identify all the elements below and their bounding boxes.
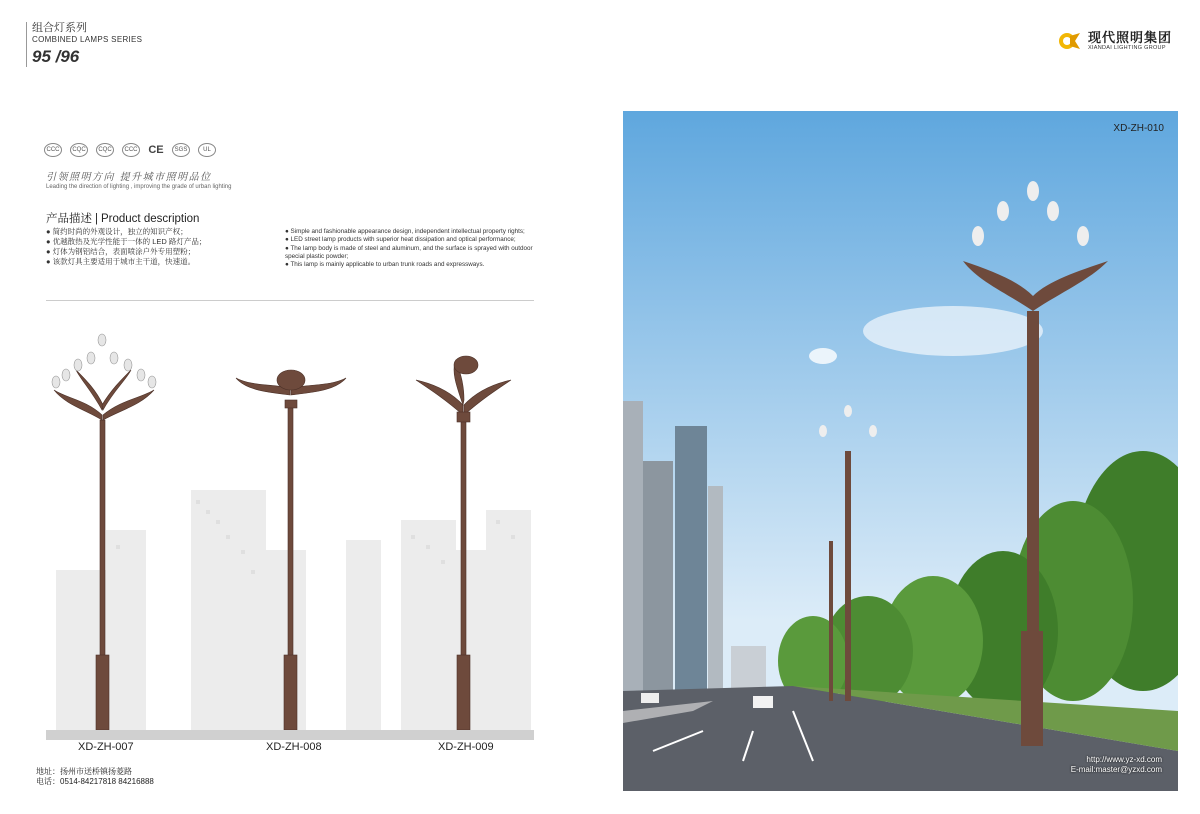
brand-name-cn: 现代照明集团 [1087, 29, 1172, 45]
model-label-009: XD-ZH-009 [438, 741, 494, 753]
street-scene-image [623, 111, 1178, 791]
desc-point-cn: ● 灯体为钢铝结合，表面喷涂户外专用塑粉； [46, 247, 196, 256]
ccc-cert-icon: CCC [44, 143, 62, 157]
slogan-en: Leading the direction of lighting , improving the grade of urban lighting [46, 184, 232, 190]
photo-contact [1071, 755, 1162, 775]
lamp-illustrations [46, 320, 534, 740]
contact-info [36, 767, 154, 787]
ul-cert-icon: UL [198, 143, 216, 157]
series-title-cn: 组合灯系列 [32, 22, 87, 34]
brand-name-en: XIANDAI LIGHTING GROUP [1087, 44, 1166, 51]
phone-line: 电话：0514-84217818 84216888 [36, 777, 154, 786]
cqc-cert-icon: CQC [70, 143, 88, 157]
website-link[interactable]: http://www.yz-xd.com [1086, 755, 1162, 764]
model-label-008: XD-ZH-008 [266, 741, 322, 753]
desc-point-en: ● Simple and fashionable appearance design, independent intellectual property rights; [285, 228, 525, 235]
brand [1056, 30, 1172, 52]
divider [46, 300, 534, 301]
slogan-cn: 引领照明方向 提升城市照明品位 [46, 172, 212, 183]
ground-strip [46, 730, 534, 740]
desc-point-en: ● LED street lamp products with superior heat dissipation and optical performance; [285, 236, 516, 244]
model-label-007: XD-ZH-007 [78, 741, 134, 753]
certification-icons [44, 143, 216, 157]
ce-cert-icon: CE [148, 144, 164, 156]
desc-title-en: Product description [101, 213, 200, 225]
desc-point-cn: ● 优越散热及光学性能于一体的 LED 路灯产品； [46, 237, 207, 246]
desc-point-cn: ● 简约时尚的外观设计，独立的知识产权； [46, 227, 188, 236]
description-list-en [285, 228, 533, 269]
product-description-title: 产品描述 | Product description [46, 213, 200, 225]
series-title-en: COMBINED LAMPS SERIES [32, 35, 143, 44]
sgs-cert-icon: SGS [172, 143, 190, 157]
page-numbers: 95 /96 [32, 47, 80, 66]
desc-point-en: ● This lamp is mainly applicable to urban trunk roads and expressways. [285, 261, 485, 269]
street-photo [623, 111, 1178, 791]
desc-point-en: ● The lamp body is made of steel and aluminum, and the surface is sprayed with outdoor special plastic powder; [285, 244, 533, 260]
desc-point-cn: ● 该款灯具主要适用于城市主干道，快速道。 [46, 257, 196, 266]
xd-sun-logo-icon [1056, 30, 1082, 52]
series-header [26, 22, 142, 67]
photo-model-label: XD-ZH-010 [1113, 123, 1164, 134]
address-line: 地址：扬州市送桥镇扬菱路 [36, 767, 132, 776]
ccc-cert-icon: CCC [122, 143, 140, 157]
cqc-cert-icon: CQC [96, 143, 114, 157]
email-link[interactable]: E-mail:master@yzxd.com [1070, 765, 1162, 774]
description-list-cn [46, 227, 266, 267]
desc-title-cn: 产品描述 [46, 213, 92, 225]
